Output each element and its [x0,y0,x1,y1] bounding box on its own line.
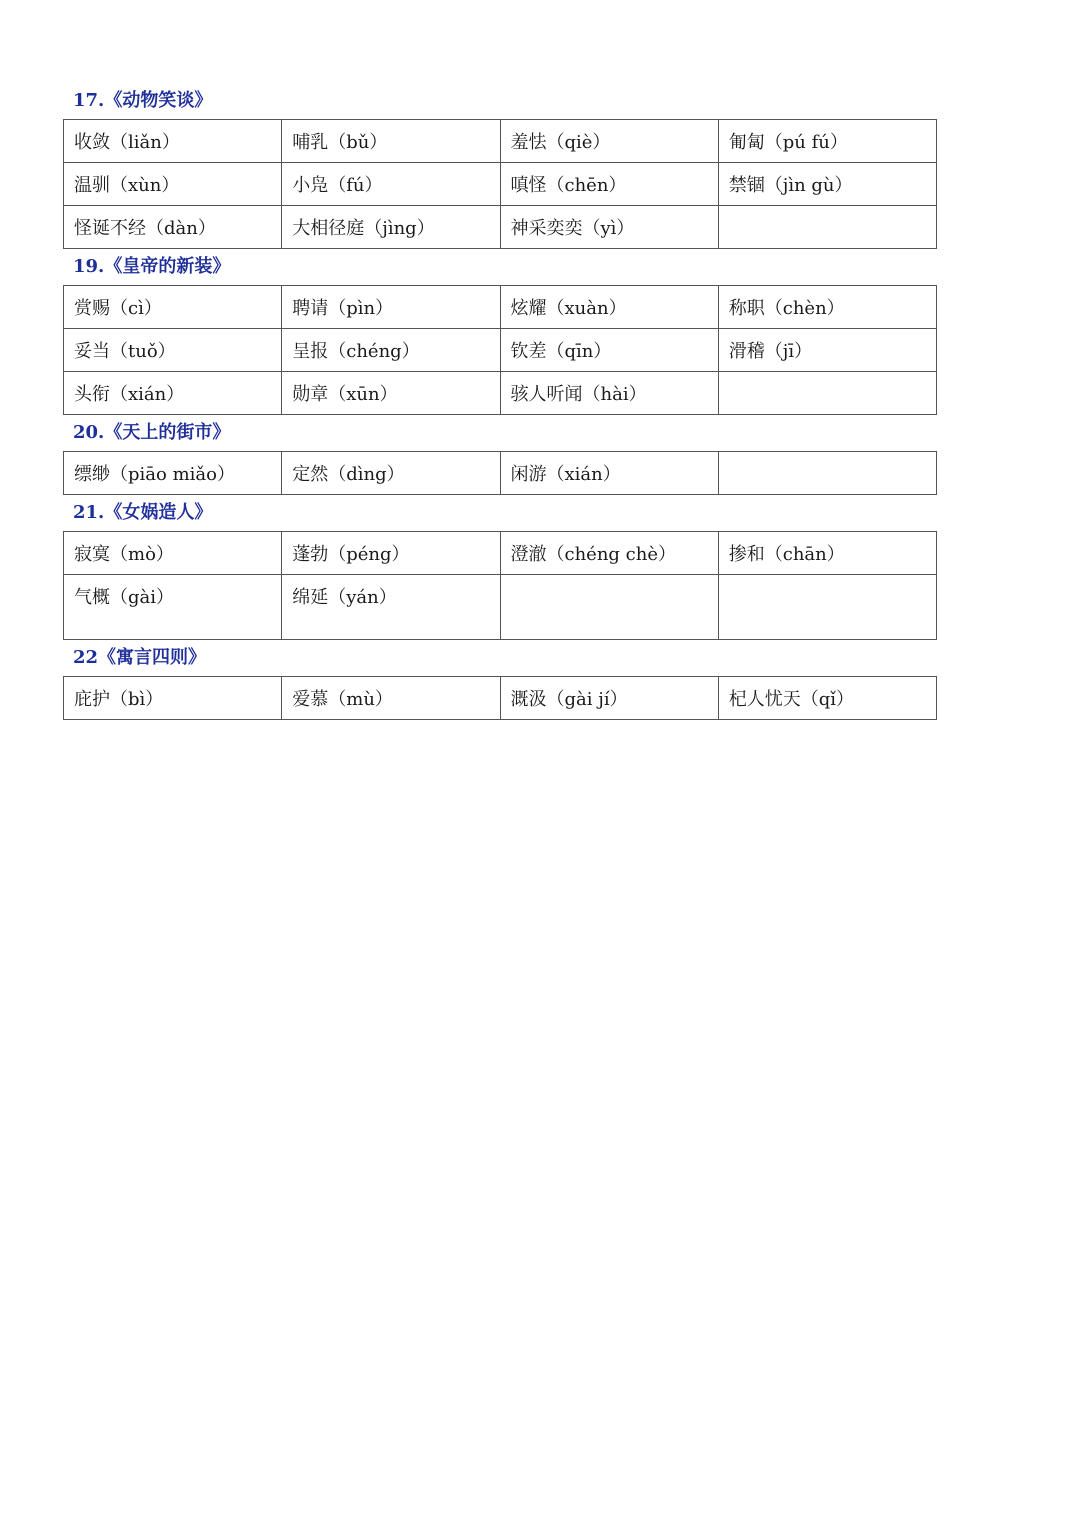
vocab-cell: 呈报（chéng） [282,329,500,372]
vocab-cell: 杞人忧天（qǐ） [718,677,936,720]
vocab-cell [718,372,936,415]
vocab-cell: 澄澈（chéng chè） [500,532,718,575]
section-title: 20.《天上的街市》 [73,422,231,443]
vocab-cell: 爱慕（mù） [282,677,500,720]
table-row [64,452,937,495]
vocab-cell: 赏赐（cì） [64,286,282,329]
vocab-cell: 收敛（liǎn） [64,120,282,163]
vocab-cell [718,575,936,640]
vocab-cell [500,575,718,640]
vocab-cell: 骇人听闻（hài） [500,372,718,415]
vocab-cell: 哺乳（bǔ） [282,120,500,163]
vocab-cell [718,206,936,249]
vocab-cell: 头衔（xián） [64,372,282,415]
vocab-cell: 聘请（pìn） [282,286,500,329]
vocab-cell: 小凫（fú） [282,163,500,206]
vocab-cell: 嗔怪（chēn） [500,163,718,206]
vocab-cell: 钦差（qīn） [500,329,718,372]
section-title: 17.《动物笑谈》 [73,90,213,111]
vocab-cell: 庇护（bì） [64,677,282,720]
vocab-cell: 掺和（chān） [718,532,936,575]
vocab-cell: 勋章（xūn） [282,372,500,415]
section-title: 19.《皇帝的新装》 [73,256,231,277]
table-row [64,532,937,575]
vocab-cell: 蓬勃（péng） [282,532,500,575]
table-row [64,286,937,329]
vocab-table [63,285,937,415]
table-row [64,372,937,415]
table-row [64,206,937,249]
vocab-cell: 炫耀（xuàn） [500,286,718,329]
vocab-cell: 寂寞（mò） [64,532,282,575]
vocab-cell: 匍匐（pú fú） [718,120,936,163]
vocab-cell: 禁锢（jìn gù） [718,163,936,206]
vocab-cell: 大相径庭（jìng） [282,206,500,249]
table-row [64,677,937,720]
vocab-cell: 闲游（xián） [500,452,718,495]
vocab-table [63,451,937,495]
vocab-cell: 溉汲（gài jí） [500,677,718,720]
vocab-cell: 定然（dìng） [282,452,500,495]
vocab-cell: 缥缈（piāo miǎo） [64,452,282,495]
table-row [64,329,937,372]
vocab-table [63,676,937,720]
table-row [64,120,937,163]
table-row [64,575,937,640]
vocab-cell: 温驯（xùn） [64,163,282,206]
section-title: 21.《女娲造人》 [73,502,213,523]
vocab-cell: 羞怯（qiè） [500,120,718,163]
table-row [64,163,937,206]
section-title: 22《寓言四则》 [73,647,207,668]
document-page [63,83,937,720]
vocab-cell: 气概（gài） [64,575,282,640]
vocab-cell: 称职（chèn） [718,286,936,329]
vocab-cell: 妥当（tuǒ） [64,329,282,372]
vocab-table [63,531,937,640]
vocab-cell: 神采奕奕（yì） [500,206,718,249]
vocab-cell: 怪诞不经（dàn） [64,206,282,249]
vocab-cell: 滑稽（jī） [718,329,936,372]
vocab-cell: 绵延（yán） [282,575,500,640]
vocab-table [63,119,937,249]
vocab-cell [718,452,936,495]
